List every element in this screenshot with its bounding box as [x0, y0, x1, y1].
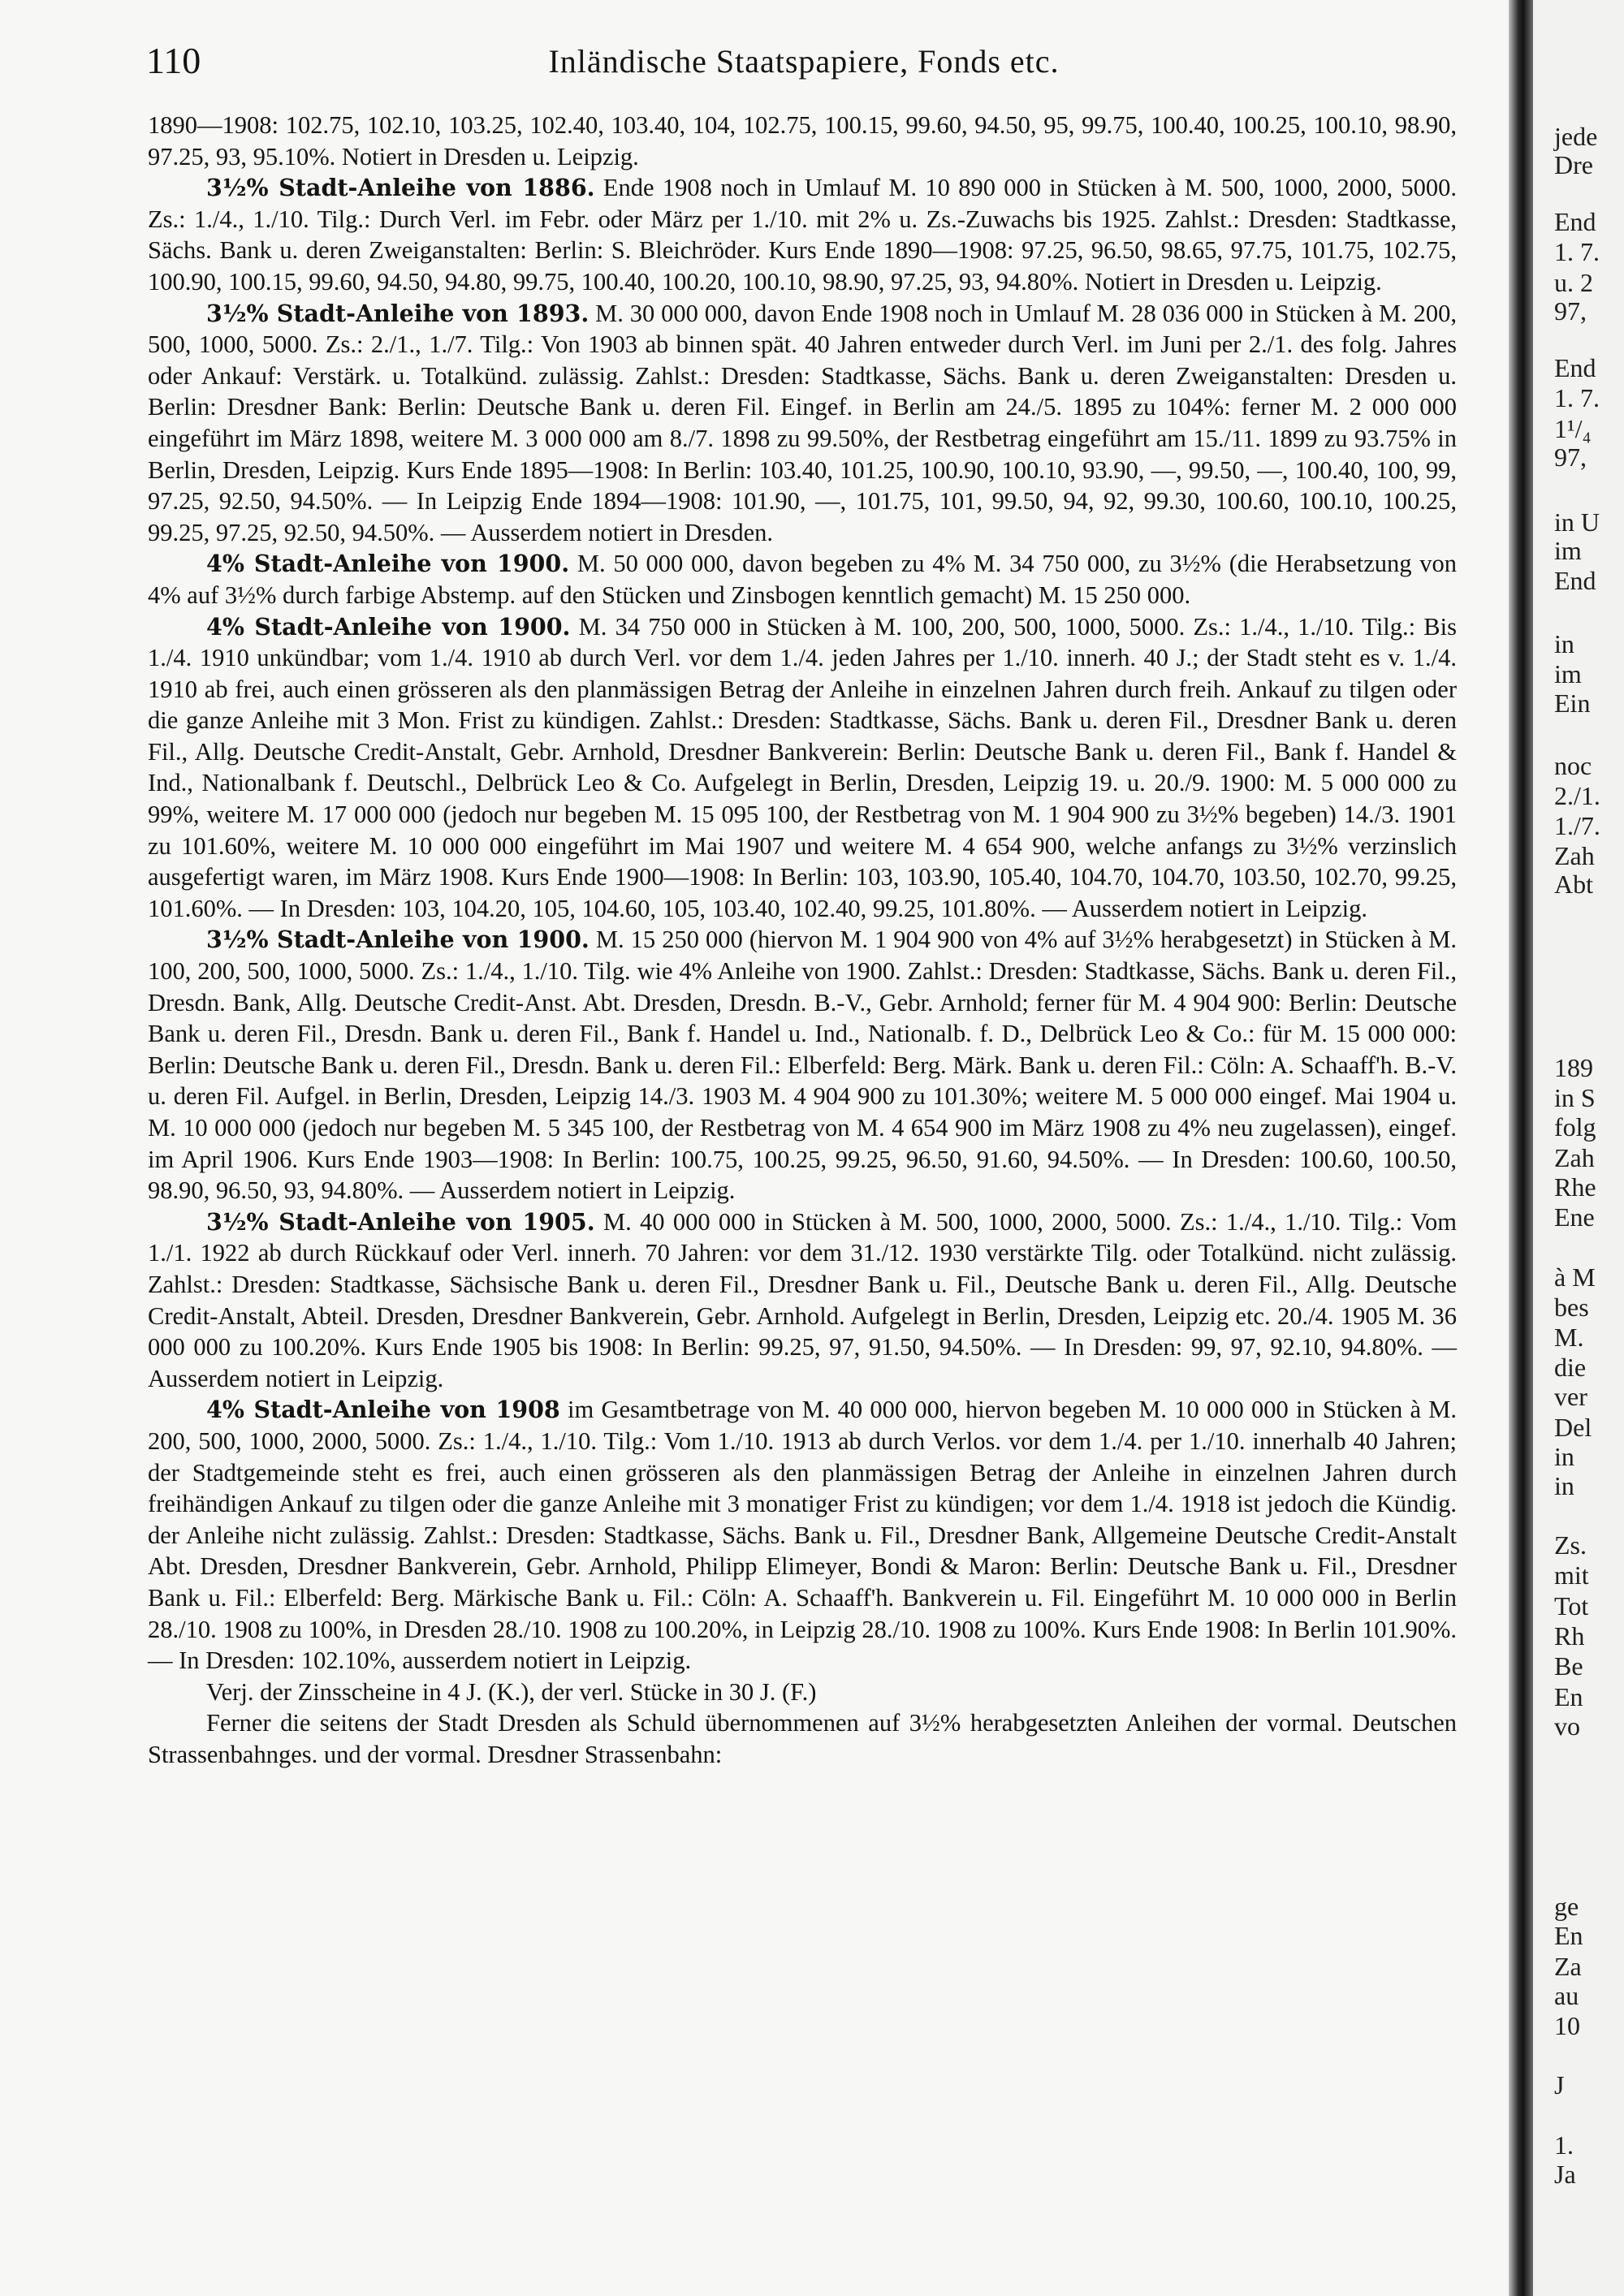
adjacent-page-text: in	[1554, 1442, 1574, 1471]
section-heading: 3½% Stadt-Anleihe von 1905.	[206, 1207, 595, 1236]
page-header	[146, 39, 1462, 96]
adjacent-page-text: im	[1554, 536, 1582, 565]
adjacent-page-text: bes	[1554, 1293, 1589, 1322]
running-title: Inländische Staatspapiere, Fonds etc.	[548, 43, 1060, 80]
paragraph	[148, 110, 1457, 172]
paragraph-text: 1890—1908: 102.75, 102.10, 103.25, 102.40, 103.40, 104, 102.75, 100.15, 99.60, 94.50, 95, 99.75, 100.40, 100.25, 100.10, 98.90, 97.25, 93, 95.10%. Notiert in Dresden u. Leipzig.	[148, 111, 1457, 170]
adjacent-page-text: Tot	[1554, 1591, 1589, 1621]
adjacent-page-text: 97,	[1554, 442, 1587, 472]
section-heading: 3½% Stadt-Anleihe von 1893.	[206, 299, 590, 327]
adjacent-page-text: Zah	[1554, 1143, 1595, 1172]
adjacent-page-text: 1.	[1554, 2130, 1574, 2160]
adjacent-page-text: Ein	[1554, 688, 1591, 718]
adjacent-page-text: folg	[1554, 1112, 1596, 1142]
section-heading: 3½% Stadt-Anleihe von 1886.	[206, 174, 595, 202]
section-heading: 4% Stadt-Anleihe von 1900.	[206, 612, 571, 641]
adjacent-page-text: 1./7.	[1554, 811, 1600, 840]
adjacent-page-text: End	[1554, 566, 1596, 595]
paragraph-text: Ferner die seitens der Stadt Dresden als Schuld übernommenen auf 3½% herabgesetzten Anleihen der vormal. Deutschen Strassenbahnges. und der vormal. Dresdner Strassenbahn:	[148, 1709, 1457, 1768]
book-gutter	[1509, 0, 1533, 2296]
adjacent-page-text: En	[1554, 1682, 1583, 1711]
adjacent-page-text: Del	[1554, 1413, 1592, 1442]
adjacent-page-text: End	[1554, 353, 1596, 382]
adjacent-page-text: Za	[1554, 1952, 1582, 1981]
section-heading: 4% Stadt-Anleihe von 1900.	[206, 550, 570, 578]
adjacent-page-text: Ja	[1554, 2160, 1576, 2189]
adjacent-page-text: vo	[1554, 1711, 1580, 1741]
adjacent-page-text: u. 2	[1554, 268, 1593, 297]
paragraph	[148, 1206, 1457, 1395]
adjacent-page-text: à M	[1554, 1262, 1596, 1292]
paragraph-text: M. 40 000 000 in Stücken à M. 500, 1000, 2000, 5000. Zs.: 1./4., 1./10. Tilg.: Vom 1./1. 1922 ab durch Rückkauf oder Verl. innerh. 70 Jahren: vor dem 31./12. 1930 verstärkte Tilg. oder Totalkünd. nicht zulässig. Zahlst.: Dresden: Stadtkasse, Sächsische Bank u. deren Fil., Dresdner Bank u. Fil., Deutsche Bank u. deren Fil., Allg. Deutsche Credit-Anstalt, Abteil. Dresden, Dresdner Bankverein, Gebr. Arnhold. Aufgelegt in Berlin, Dresden, Leipzig etc. 20./4. 1905 M. 36 000 000 zu 100.20%. Kurs Ende 1905 bis 1908: In Berlin: 99.25, 97, 91.50, 94.50%. — In Dresden: 99, 97, 92.10, 94.80%. — Ausserdem notiert in Leipzig.	[148, 1207, 1458, 1392]
paragraph-text: M. 30 000 000, davon Ende 1908 noch in Umlauf M. 28 036 000 in Stücken à M. 200, 500, 1000, 5000. Zs.: 2./1., 1./7. Tilg.: Von 1903 ab binnen spät. 40 Jahren entweder durch Verl. im Juni per 2./1. des folg. Jahres oder Ankauf: Verstärk. u. Totalkünd. zulässig. Zahlst.: Dresden: Stadtkasse, Sächs. Bank u. deren Zweiganstalten: Dresden u. Berlin: Dresdner Bank: Berlin: Deutsche Bank u. deren Fil. Eingef. in Berlin am 24./5. 1895 zu 104%: ferner M. 2 000 000 eingeführt im März 1898, weitere M. 3 000 000 am 8./7. 1898 zu 99.50%, der Restbetrag eingeführt am 15./11. 1899 zu 93.75% in Berlin, Dresden, Leipzig. Kurs Ende 1895—1908: In Berlin: 103.40, 101.25, 100.90, 100.10, 93.90, —, 99.50, —, 100.40, 100, 99, 97.25, 92.50, 94.50%. — In Leipzig Ende 1894—1908: 101.90, —, 101.75, 101, 99.50, 94, 92, 99.30, 100.60, 100.10, 100.25, 99.25, 97.25, 92.50, 94.50%. — Ausserdem notiert in Dresden.	[148, 299, 1458, 546]
adjacent-page-text: in U	[1554, 507, 1600, 537]
adjacent-page-text: im	[1554, 659, 1582, 688]
paragraph-text: Ende 1908 noch in Umlauf M. 10 890 000 in Stücken à M. 500, 1000, 2000, 5000. Zs.: 1./4., 1./10. Tilg.: Durch Verl. im Febr. oder März per 1./10. mit 2% u. Zs.-Zuwachs bis 1925. Zahlst.: Dresden: Stadtkasse, Sächs. Bank u. deren Zweiganstalten: Berlin: S. Bleichröder. Kurs Ende 1890—1908: 97.25, 96.50, 98.65, 97.75, 101.75, 102.75, 100.90, 100.15, 99.60, 94.50, 94.80, 99.75, 100.40, 100.20, 100.10, 98.90, 97.25, 93, 94.80%. Notiert in Dresden u. Leipzig.	[148, 174, 1458, 296]
paragraph	[148, 1394, 1457, 1676]
adjacent-page-text: 97,	[1554, 296, 1587, 326]
adjacent-page-text: Rh	[1554, 1621, 1585, 1651]
adjacent-page-text: ver	[1554, 1382, 1587, 1411]
section-heading: 3½% Stadt-Anleihe von 1900.	[206, 926, 590, 954]
paragraph	[148, 172, 1457, 297]
adjacent-page-text: Zs.	[1554, 1530, 1587, 1560]
adjacent-page-text: in S	[1554, 1083, 1596, 1112]
main-text	[148, 110, 1457, 1770]
adjacent-page-text: 189	[1554, 1053, 1593, 1082]
paragraph-text: M. 50 000 000, davon begeben zu 4% M. 34 750 000, zu 3½% (die Herabsetzung von 4% auf 3½% durch farbige Abstemp. auf den Stücken und Zinsbogen kenntlich gemacht) M. 15 250 000.	[148, 550, 1457, 609]
paragraph	[148, 298, 1457, 549]
paragraph	[148, 611, 1457, 925]
adjacent-page-text: in	[1554, 1471, 1574, 1500]
adjacent-page-text: die	[1554, 1353, 1587, 1382]
adjacent-page-text: Zah	[1554, 841, 1595, 870]
adjacent-page-edge	[1533, 0, 1624, 2296]
paragraph-text: Verj. der Zinsscheine in 4 J. (K.), der verl. Stücke in 30 J. (F.)	[206, 1677, 817, 1706]
paragraph-text: M. 34 750 000 in Stücken à M. 100, 200, 500, 1000, 5000. Zs.: 1./4., 1./10. Tilg.: Bis 1./4. 1910 unkündbar; vom 1./4. 1910 ab durch Verl. vor dem 1./4. jeden Jahres per 1./10. innerh. 40 J.; der Stadt steht es v. 1./4. 1910 ab frei, auch einen grösseren als den planmässigen Betrag der Anleihe in einzelnen Jahren durch freih. Ankauf zu tilgen oder die ganze Anleihe mit 3 Mon. Frist zu kündigen. Zahlst.: Dresden: Stadtkasse, Sächs. Bank u. deren Fil., Dresdner Bank u. deren Fil., Allg. Deutsche Credit-Anstalt, Gebr. Arnhold, Dresdner Bankverein: Berlin: Deutsche Bank u. deren Fil., Bank f. Handel & Ind., Nationalbank f. Deutschl., Delbrück Leo & Co. Aufgelegt in Berlin, Dresden, Leipzig 19. u. 20./9. 1900: M. 5 000 000 zu 99%, weitere M. 17 000 000 (jedoch nur begeben M. 15 095 100, der Restbetrag von M. 1 904 900 zu 3½% begeben) 14./3. 1901 zu 101.60%, weitere M. 10 000 000 eingeführt im Mai 1907 und weitere M. 4 654 900, welche anfangs zu 3½% verzinslich ausgefertigt waren, im März 1908. Kurs Ende 1900—1908: In Berlin: 103, 103.90, 105.40, 104.70, 104.70, 103.50, 102.70, 99.25, 101.60%. — In Dresden: 103, 104.20, 105, 104.60, 105, 103.40, 102.40, 99.25, 101.80%. — Ausserdem notiert in Leipzig.	[148, 612, 1457, 922]
adjacent-page-text: noc	[1554, 751, 1592, 780]
paragraph	[148, 1677, 1457, 1708]
adjacent-page-text: 1. 7.	[1554, 237, 1600, 266]
adjacent-page-text: End	[1554, 207, 1596, 236]
paragraph-text: M. 15 250 000 (hiervon M. 1 904 900 von 4% auf 3½% herabgesetzt) in Stücken à M. 100, 200, 500, 1000, 5000. Zs.: 1./4., 1./10. Tilg. wie 4% Anleihe von 1900. Zahlst.: Dresden: Stadtkasse, Sächs. Bank u. deren Fil., Dresdn. Bank, Allg. Deutsche Credit-Anst. Abt. Dresden, Dresdn. B.-V., Gebr. Arnhold; ferner für M. 4 904 900: Berlin: Deutsche Bank u. deren Fil., Dresdn. Bank u. deren Fil., Bank f. Handel u. Ind., Nationalb. f. D., Delbrück Leo & Co.: für M. 15 000 000: Berlin: Deutsche Bank u. deren Fil., Dresdn. Bank u. deren Fil.: Elberfeld: Berg. Märk. Bank u. deren Fil.: Cöln: A. Schaaff'h. B.-V. u. deren Fil. Aufgel. in Berlin, Dresden, Leipzig 14./3. 1903 M. 4 904 900 zu 101.30%; weitere M. 5 000 000 eingef. Mai 1904 u. M. 10 000 000 (jedoch nur begeben M. 5 345 100, der Restbetrag von M. 4 654 900 im März 1908 zu 4% neu zugelassen), eingef. im April 1906. Kurs Ende 1903—1908: In Berlin: 100.75, 100.25, 99.25, 96.50, 91.60, 94.50%. — In Dresden: 100.60, 100.50, 98.90, 96.50, 93, 94.80%. — Ausserdem notiert in Leipzig.	[148, 926, 1458, 1205]
adjacent-page-text: mit	[1554, 1560, 1589, 1590]
adjacent-page-text: ge	[1554, 1892, 1579, 1921]
adjacent-page-text: M.	[1554, 1323, 1584, 1352]
adjacent-page-text: En	[1554, 1921, 1583, 1950]
adjacent-page-text: 1¹/₄	[1554, 414, 1592, 443]
adjacent-page-text: 10	[1554, 2011, 1580, 2040]
paragraph	[148, 924, 1457, 1206]
adjacent-page-text: Be	[1554, 1651, 1583, 1681]
section-heading: 4% Stadt-Anleihe von 1908	[206, 1396, 560, 1424]
adjacent-page-text: 1. 7.	[1554, 383, 1600, 412]
paragraph	[148, 548, 1457, 611]
page-number: 110	[146, 40, 201, 81]
adjacent-page-text: Dre	[1554, 150, 1593, 179]
adjacent-page-text: au	[1554, 1981, 1579, 2010]
adjacent-page-text: J	[1554, 2070, 1565, 2100]
adjacent-page-text: in	[1554, 629, 1574, 658]
adjacent-page-text: Rhe	[1554, 1172, 1596, 1202]
adjacent-page-text: jede	[1554, 122, 1598, 151]
paragraph-text: im Gesamtbetrage von M. 40 000 000, hiervon begeben M. 10 000 000 in Stücken à M. 200, 500, 1000, 2000, 5000. Zs.: 1./4., 1./10. Tilg.: Vom 1./10. 1913 ab durch Verlos. vor dem 1./4. per 1./10. innerhalb 40 Jahren; der Stadtgemeinde steht es frei, auch einen grösseren als den planmässigen Betrag der Anleihe in einzelnen Jahren durch freihändigen Ankauf zu tilgen oder die ganze Anleihe mit 3 monatiger Frist zu kündigen; vor dem 1./4. 1918 ist jedoch die Kündig. der Anleihe nicht zulässig. Zahlst.: Dresden: Stadtkasse, Sächs. Bank u. Fil., Dresdner Bank, Allgemeine Deutsche Credit-Anstalt Abt. Dresden, Dresdner Bankverein, Gebr. Arnhold, Philipp Elimeyer, Bondi & Maron: Berlin: Deutsche Bank u. Fil., Dresdner Bank u. Fil.: Elberfeld: Berg. Märkische Bank u. Fil.: Cöln: A. Schaaff'h. Bankverein u. Fil. Eingeführt M. 10 000 000 in Berlin 28./10. 1908 zu 100%, in Dresden 28./10. 1908 zu 100.20%, in Leipzig 28./10. 1908 zu 100%. Kurs Ende 1908: In Berlin 101.90%. — In Dresden: 102.10%, ausserdem notiert in Leipzig.	[148, 1396, 1457, 1675]
adjacent-page-text: Ene	[1554, 1202, 1595, 1232]
adjacent-page-text: Abt	[1554, 870, 1593, 899]
paragraph	[148, 1707, 1457, 1770]
adjacent-page-text: 2./1.	[1554, 781, 1600, 810]
